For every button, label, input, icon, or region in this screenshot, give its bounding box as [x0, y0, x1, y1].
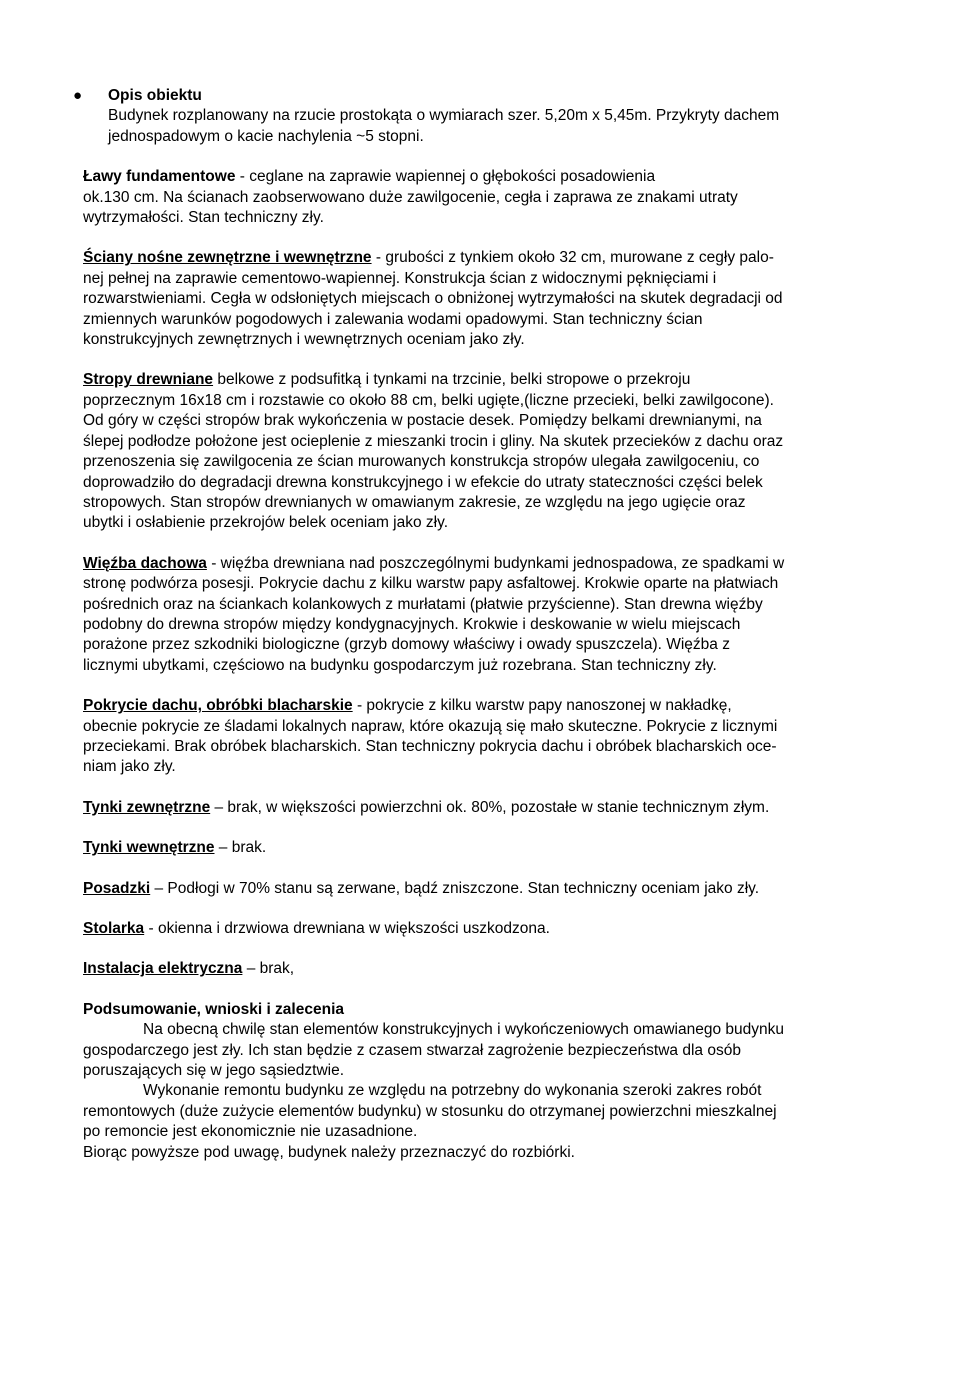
summary-title: Podsumowanie, wnioski i zalecenia: [83, 1000, 344, 1018]
section-line: [83, 248, 883, 268]
section-heading: Tynki wewnętrzne: [83, 839, 215, 857]
section-line: [83, 879, 883, 899]
summary-line: Na obecną chwilę stan elementów konstrukcyjnych i wykończeniowych omawianego budynku: [143, 1021, 785, 1039]
section-line: [83, 919, 883, 939]
section-text: belkowe z podsufitką i tynkami na trzcinie, belki stropowe o przekroju: [213, 371, 691, 389]
section-line: ślepej podłodze położone jest ocieplenie z mieszanki trocin i gliny. Na skutek przecieków z dachu oraz: [83, 432, 784, 450]
summary-conclusion: Biorąc powyższe pod uwagę, budynek należy przeznaczyć do rozbiórki.: [83, 1143, 575, 1161]
section-line: przeciekami. Brak obróbek blacharskich. Stan techniczny pokrycia dachu i obróbek blacharskich oce-: [83, 737, 777, 755]
section-line: porażone przez szkodniki biologiczne (grzyb domowy właściwy i owady spuszczela). Więźba z: [83, 636, 730, 654]
document-page: [73, 86, 883, 1163]
section-text: – brak.: [214, 839, 267, 857]
section-instalacja: [83, 959, 883, 979]
section-heading: Instalacja elektryczna: [83, 960, 243, 978]
section-line: Od góry w części stropów brak wykończenia w postacie desek. Pomiędzy belkami drewnianymi, na: [83, 412, 762, 430]
opis-section: [73, 86, 883, 147]
section-line: wytrzymałości. Stan techniczny zły.: [83, 209, 324, 227]
bullet-icon: ●: [73, 87, 83, 104]
section-line: podobny do drewna stropów między kondygnacyjnych. Krokwie i deskowanie w wielu miejscach: [83, 615, 741, 633]
section-line: poprzecznym 16x18 cm i rozstawie co około 88 cm, belki ugięte,(liczne przecieki, belki zawilgocone).: [83, 391, 774, 409]
section-line: nej pełnej na zaprawie cementowo-wapiennej. Konstrukcja ścian z widocznymi pęknięciami i: [83, 269, 717, 287]
section-line: [83, 798, 883, 818]
section-text: - więźba drewniana nad poszczególnymi budynkami jednospadowa, ze spadkami w: [206, 554, 785, 572]
section-line: [83, 554, 883, 574]
section-line: pośrednich oraz na ściankach kolankowych z murłatami (płatwie przyścienne). Stan drewna więźby: [83, 595, 763, 613]
section-text: - pokrycie z kilku warstw papy nanoszonej w nakładkę,: [352, 697, 732, 715]
section-pokrycie: [83, 696, 883, 778]
summary-line: gospodarczego jest zły. Ich stan będzie z czasem stwarzał zagrożenie bezpieczeństwa dla osób: [83, 1041, 741, 1059]
summary-line: Wykonanie remontu budynku ze względu na potrzebny do wykonania szeroki zakres robót: [143, 1082, 762, 1100]
section-line: stronę podwórza posesji. Pokrycie dachu z kilku warstw papy asfaltowej. Krokwie oparte na płatwiach: [83, 575, 779, 593]
section-heading: Ściany nośne zewnętrzne i wewnętrzne: [83, 249, 372, 267]
opis-line: jednospadowym o kacie nachylenia ~5 stopni.: [108, 127, 424, 145]
summary-section: [83, 1000, 883, 1163]
section-stolarka: [83, 919, 883, 939]
section-lawy: [83, 167, 883, 228]
section-sciany: [83, 248, 883, 350]
section-line: przenoszenia się zawilgocenia ze ścian murowanych konstrukcja stropów ulegała zawilgoceniu, co: [83, 453, 760, 471]
section-heading: Więźba dachowa: [83, 554, 207, 572]
section-line: zmiennych warunków pogodowych i zalewania wodami opadowymi. Stan techniczny ścian: [83, 310, 703, 328]
section-heading: Stropy drewniane: [83, 371, 214, 389]
section-line: licznymi ubytkami, częściowo na budynku gospodarczym już rozebrana. Stan techniczny zły.: [83, 656, 717, 674]
section-line: niam jako zły.: [83, 758, 176, 776]
section-heading: Posadzki: [83, 879, 151, 897]
summary-paragraph-2: [83, 1081, 883, 1101]
section-tynki-wew: [83, 838, 883, 858]
section-line: rozwarstwieniami. Cegła w odsłoniętych miejscach o obniżonej wytrzymałości na skutek degradacji od: [83, 290, 783, 308]
section-text: – brak, w większości powierzchni ok. 80%, pozostałe w stanie technicznym złym.: [210, 798, 770, 816]
section-line: [83, 167, 883, 187]
opis-line: Budynek rozplanowany na rzucie prostokąta o wymiarach szer. 5,20m x 5,45m. Przykryty dachem: [108, 107, 780, 125]
section-wiezba: [83, 554, 883, 676]
section-line: obecnie pokrycie ze śladami lokalnych napraw, które okazują się mało skuteczne. Pokrycie z licznymi: [83, 717, 778, 735]
section-text: – brak,: [242, 960, 295, 978]
section-line: [83, 838, 883, 858]
section-heading: Tynki zewnętrzne: [83, 798, 211, 816]
section-line: [83, 696, 883, 716]
section-heading: Pokrycie dachu, obróbki blacharskie: [83, 697, 353, 715]
section-heading: Ławy fundamentowe: [83, 168, 236, 186]
section-line: doprowadziło do degradacji drewna konstrukcyjnego i w efekcie do utraty stateczności części belek: [83, 473, 763, 491]
section-line: ubytki i osłabienie przekrojów belek oceniam jako zły.: [83, 514, 448, 532]
summary-line: po remoncie jest ekonomicznie nie uzasadnione.: [83, 1123, 418, 1141]
section-line: ok.130 cm. Na ścianach zaobserwowano duże zawilgocenie, cegła i zaprawa ze znakami utraty: [83, 188, 738, 206]
section-line: konstrukcyjnych zewnętrznych i wewnętrznych oceniam jako zły.: [83, 331, 525, 349]
section-stropy: [83, 370, 883, 533]
section-text: – Podłogi w 70% stanu są zerwane, bądź zniszczone. Stan techniczny oceniam jako zły.: [150, 879, 760, 897]
section-line: stropowych. Stan stropów drewnianych w omawianym zakresie, ze względu na jego ugięcie oraz: [83, 493, 746, 511]
section-heading: Stolarka: [83, 920, 145, 937]
section-tynki-zew: [83, 798, 883, 818]
opis-body: [83, 106, 883, 147]
summary-line: poruszających się w jego sąsiedztwie.: [83, 1062, 345, 1080]
section-text: - grubości z tynkiem około 32 cm, murowane z cegły palo-: [371, 249, 774, 267]
section-line: [83, 959, 883, 979]
section-text: - ceglane na zaprawie wapiennej o głębokości posadowienia: [235, 168, 656, 186]
section-text: - okienna i drzwiowa drewniana w większości uszkodzona.: [144, 920, 550, 937]
section-posadzki: [83, 879, 883, 899]
summary-paragraph-1: [83, 1020, 883, 1040]
section-line: [83, 370, 883, 390]
opis-title: Opis obiektu: [108, 87, 202, 104]
summary-line: remontowych (duże zużycie elementów budynku) w stosunku do otrzymanej powierzchni mieszkalnej: [83, 1102, 777, 1120]
